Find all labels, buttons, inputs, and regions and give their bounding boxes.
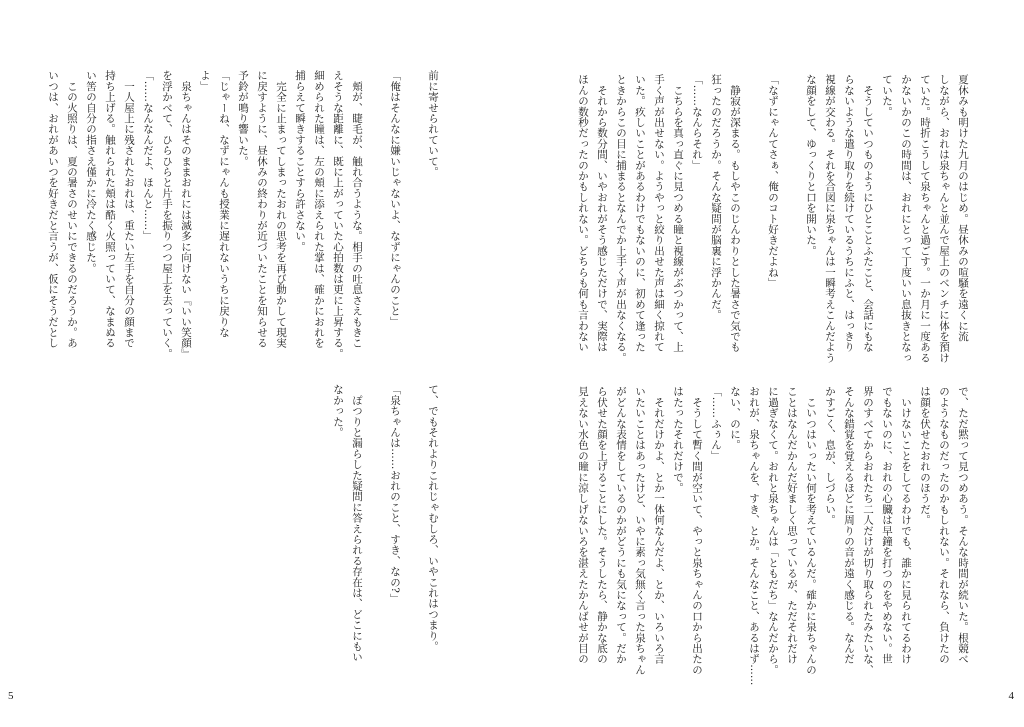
text-line: はたったそれだけで。 — [672, 386, 684, 493]
text-line: よ」 — [199, 70, 211, 92]
text-line: ぽつりと漏らした疑問に答えられる存在は、どこにもい — [351, 384, 363, 663]
text-line: 細められた瞳は、左の頬に添えられた掌は、確かにおれを — [313, 70, 325, 349]
text-line: な顔をして、ゆっくりと口を開いた。 — [805, 74, 817, 256]
page-5-upper-text — [43, 70, 442, 359]
text-line: 頬が、睫毛が、触れ合うような。相手の吐息さえもきこ — [351, 70, 363, 349]
text-line: 捕らえて瞬きすることすら許さない。 — [294, 70, 306, 252]
text-line: それから数分間、いやおれがそう感じただけで、実際は — [596, 74, 608, 353]
text-line: 「なずにゃんてさぁ、俺のコト好きだよね」 — [767, 74, 779, 288]
text-line: それだけかよ、とか一体何なんだよ、とか、いろいろ言 — [653, 386, 665, 665]
text-line: しながら、おれは泉ちゃんと並んで屋上のベンチに体を預け — [938, 74, 950, 363]
text-line: 予鈴が鳴り響いた。 — [237, 70, 249, 167]
text-line: 「泉ちゃんは……おれのこと、すき、なの?」 — [389, 384, 401, 604]
text-line: そんな錯覚を覚えるほどに周りの音が遠く感じる。なんだ — [843, 386, 855, 665]
text-line: ない、のに。 — [729, 386, 741, 451]
text-line: いつは、おれがあいつを好きだと言うが、仮にそうだとし — [47, 70, 59, 349]
text-line — [404, 70, 423, 352]
text-line: 「俺はそんなに嫌いじゃないよ、なずにゃんのこと」 — [389, 70, 401, 327]
text-line: て、でもそれよりこれじゃむしろ、いやこれはつまり。 — [427, 384, 439, 652]
text-line: ときからこの目に捕まるとなんでか上手く声が出なくなる。 — [615, 74, 627, 363]
text-line — [404, 384, 423, 666]
text-line: 前に寄せられていて。 — [427, 70, 439, 177]
text-line: で、ただ黙って見つめあう。そんな時間が続いた。根競べ — [957, 386, 969, 665]
text-line: らないような遣り取りを続けているうちにふと、はっきり — [843, 74, 855, 353]
page-4-lower-text — [573, 386, 972, 686]
text-line: なかった。 — [332, 384, 344, 438]
text-line: ことはなんだかんだ好ましく思っているが、ただそれだけ — [786, 386, 798, 665]
text-line: こいつはいったい何を考えているんだ。確かに泉ちゃんの — [805, 386, 817, 675]
text-line: 狂ったのだろうか。そんな疑問が脳裏に浮かんだ。 — [710, 74, 722, 321]
text-line: 夏休みも明けた九月のはじめ。昼休みの喧騒を遠くに流 — [957, 74, 969, 342]
text-line: い筈の自分の指さえ僅かに冷たく感じた。 — [85, 70, 97, 274]
text-line: 持ち上げる。触れられた頬は酷く火照っていて、なまぬる — [104, 70, 116, 349]
page-4-upper-text — [573, 74, 972, 363]
text-line: いたいことはあったけど、いやに素っ気無く言った泉ちゃん — [634, 386, 646, 675]
text-line: この火照りは、夏の暑さのせいにできるのだろうか。あ — [66, 70, 78, 349]
text-line: 静寂が深まる。もしやこのじんわりとした暑さで気でも — [729, 74, 741, 353]
text-line: のようなものだったのかもしれない。それなら、負けたの — [938, 386, 950, 665]
page-5-lower-text — [328, 384, 442, 666]
text-line: いけないことをしてるわけでも、誰かに見られてるわけ — [900, 386, 912, 665]
text-line: 手く声が出せない。ようやっと絞り出せた声は細く掠れて — [653, 74, 665, 353]
text-line: がどんな表情をしているのかがどうにも気になって。だか — [615, 386, 627, 665]
text-line: おれが、泉ちゃんを、すき、とか。そんなこと、あるはず…… — [748, 386, 760, 686]
text-line: に戻すように、昼休みの終わりが近づいたことを知らせる — [256, 70, 268, 349]
text-line: そうしていつものようにひとことふたこと、会話にもな — [862, 74, 874, 353]
text-line: 「……なんなんだよ、ほんと……」 — [142, 70, 154, 242]
text-line — [744, 74, 763, 356]
text-line: ていた。 — [881, 74, 893, 117]
text-line: ほんの数秒だったのかもしれない。どちらも何も言わない — [577, 74, 589, 353]
text-line — [366, 384, 385, 666]
text-line: こちらを真っ直ぐに見つめる瞳と視線がぶつかって、上 — [672, 74, 684, 353]
text-line: ら伏せた顔を上げることにした。そうしたら、静かな底の — [596, 386, 608, 665]
text-line: でもないのに、おれの心臓は早鐘を打つのをやめない。世 — [881, 386, 893, 665]
text-line: 見えない水色の瞳に涼しげないろを湛えたかんばせが目の — [577, 386, 589, 665]
text-line: えそうな距離に、既に上がっていた心拍数は更に上昇する。 — [332, 70, 344, 359]
text-line — [366, 70, 385, 352]
text-line: は顔を伏せたおれのほうだ。 — [919, 386, 931, 526]
page-number-4: 4 — [1008, 690, 1014, 702]
text-line: ていた。時折こうして泉ちゃんと過ごす。一か月に一度ある — [919, 74, 931, 363]
text-line: 一人屋上に残されたおれは、重たい左手を自分の顔まで — [123, 70, 135, 349]
text-line: 完全に止まってしまったおれの思考を再び動かして現実 — [275, 70, 287, 349]
page-number-5: 5 — [8, 690, 14, 702]
text-line: かすごく、息が、しづらい。 — [824, 386, 836, 526]
text-line: 泉ちゃんはそのままおれには滅多に向けない『いい笑顔』 — [180, 70, 192, 359]
text-line: 「じゃーね、なずにゃんも授業に遅れないうちに戻りな — [218, 70, 230, 338]
text-line: を浮かべて、ひらひらと片手を振りつつ屋上を去っていく。 — [161, 70, 173, 359]
text-line: 「……なんらそれ」 — [691, 74, 703, 171]
text-line: 界のすべてからおれたち二人だけが切り取られたみたいな、 — [862, 386, 874, 675]
text-line: に過ぎなくて。おれと泉ちゃんは「ともだち」なんだから。 — [767, 386, 779, 675]
text-line: 「……ふぅん」 — [710, 386, 722, 461]
text-line: いた。疚しいことがあるわけでもないのに、初めて逢った — [634, 74, 646, 353]
text-line: かないかのこの時間は、おれにとって丁度いい息抜きとなっ — [900, 74, 912, 363]
text-line: そうして暫く間が空いて、やっと泉ちゃんの口から出たの — [691, 386, 703, 675]
text-line — [782, 74, 801, 356]
text-line: 視線が交わる。それを合図に泉ちゃんは一瞬考えこんだよう — [824, 74, 836, 363]
